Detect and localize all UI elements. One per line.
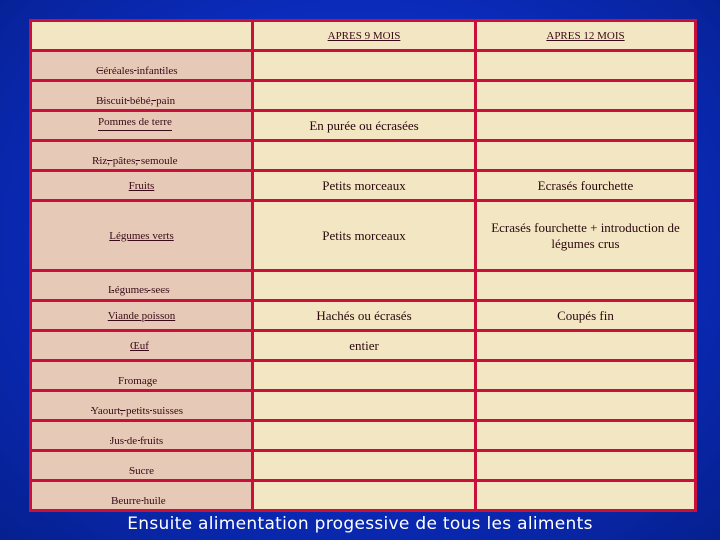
row-cell-9-months	[253, 481, 476, 511]
row-cell-9-months: Hachés ou écrasés	[253, 301, 476, 331]
row-label: Biscuit bébé, pain	[96, 94, 176, 107]
table-row	[31, 331, 696, 361]
row-cell-9-months	[253, 271, 476, 301]
table-row	[31, 141, 696, 171]
row-cell-9-months: Petits morceaux	[253, 171, 476, 201]
row-label: Sucre	[129, 464, 155, 477]
table-row	[31, 391, 696, 421]
row-cell-12-months	[476, 331, 696, 361]
footer-note: Ensuite alimentation progessive de tous les aliments	[127, 514, 593, 534]
row-label: Fruits	[128, 179, 155, 192]
table-row	[31, 81, 696, 111]
header-12-months: APRES 12 MOIS	[476, 21, 696, 51]
row-label: Beurre huile	[111, 494, 166, 507]
row-label: Légumes verts	[109, 229, 174, 242]
row-cell-9-months: entier	[253, 331, 476, 361]
table-row	[31, 201, 696, 271]
row-cell-12-months	[476, 51, 696, 81]
table-row	[31, 171, 696, 201]
table-row	[31, 421, 696, 451]
row-cell-9-months	[253, 451, 476, 481]
row-cell-9-months	[253, 361, 476, 391]
row-label: Fromage	[118, 374, 158, 387]
row-cell-9-months: En purée ou écrasées	[253, 111, 476, 141]
row-cell-9-months	[253, 81, 476, 111]
feeding-table	[29, 19, 697, 512]
row-cell-12-months: Coupés fin	[476, 301, 696, 331]
row-cell-12-months	[476, 421, 696, 451]
table-row	[31, 301, 696, 331]
row-label: Œuf	[130, 339, 149, 352]
row-label: Yaourt, petits suisses	[91, 404, 184, 417]
row-label: Jus de fruits	[110, 434, 164, 447]
table-row	[31, 451, 696, 481]
row-cell-12-months	[476, 111, 696, 141]
table-row	[31, 481, 696, 511]
table-row	[31, 111, 696, 141]
row-cell-9-months	[253, 141, 476, 171]
table-header-row	[31, 21, 696, 51]
row-cell-12-months	[476, 81, 696, 111]
row-cell-12-months: Ecrasés fourchette	[476, 171, 696, 201]
row-cell-9-months	[253, 391, 476, 421]
header-empty-cell	[31, 21, 253, 51]
row-label: Céréales infantiles	[96, 64, 178, 77]
row-cell-12-months	[476, 361, 696, 391]
row-cell-12-months	[476, 451, 696, 481]
row-label: Viande poisson	[107, 309, 176, 322]
row-cell-12-months	[476, 141, 696, 171]
row-cell-12-months	[476, 271, 696, 301]
row-label: Légumes secs	[108, 283, 170, 296]
table-row	[31, 51, 696, 81]
row-cell-12-months	[476, 391, 696, 421]
row-label: Pommes de terre	[98, 115, 172, 128]
table-row	[31, 361, 696, 391]
row-cell-9-months	[253, 51, 476, 81]
header-9-months: APRES 9 MOIS	[253, 21, 476, 51]
row-cell-12-months: Ecrasés fourchette + introduction de légumes crus	[476, 201, 696, 271]
table-row	[31, 271, 696, 301]
row-label: Riz, pâtes, semoule	[92, 154, 178, 167]
row-cell-12-months	[476, 481, 696, 511]
row-cell-9-months: Petits morceaux	[253, 201, 476, 271]
row-cell-9-months	[253, 421, 476, 451]
